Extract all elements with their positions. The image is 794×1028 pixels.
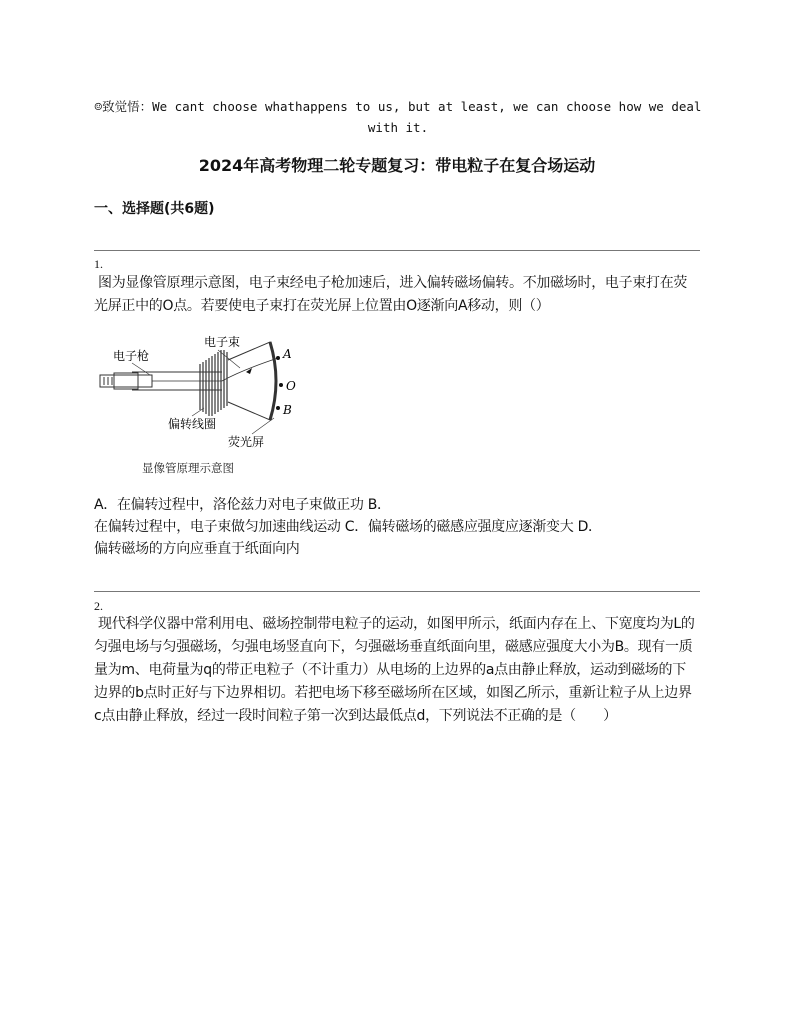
question-number: 2. (94, 599, 103, 613)
option-line: 偏转磁场的方向应垂直于纸面向内 (94, 541, 300, 557)
option-line: A．在偏转过程中，洛伦兹力对电子束做正功 B． (94, 497, 391, 513)
answer-options (94, 494, 700, 560)
label-b: B (283, 403, 292, 417)
question-text: 图为显像管原理示意图，电子束经电子枪加速后，进入偏转磁场偏转。不加磁场时，电子束打在荧光屏正中的O点。若要使电子束打在荧光屏上位置由O逐渐向A移动，则（） (94, 275, 688, 314)
label-a: A (283, 347, 292, 361)
figure-caption: 显像管原理示意图 (142, 461, 234, 475)
question-divider (94, 250, 700, 251)
label-beam: 电子束 (204, 335, 241, 349)
label-screen: 荧光屏 (228, 435, 265, 449)
label-o: O (286, 379, 296, 393)
label-coil: 偏转线圈 (168, 417, 217, 431)
option-line: 在偏转过程中，电子束做匀加速曲线运动 C．偏转磁场的磁感应强度应逐渐变大 D． (94, 519, 602, 535)
section-heading: 一、选择题(共6题) (94, 201, 215, 217)
question-text: 现代科学仪器中常利用电、磁场控制带电粒子的运动，如图甲所示，纸面内存在上、下宽度均为L的匀强电场与匀强磁场，匀强电场竖直向下，匀强磁场垂直纸面向里，磁感应强度大小为B。现有一质量为m、电荷量为q的带正电粒子（不计重力）从电场的上边界的a点由静止释放，运动到磁场的下边界的b点时正好与下边界相切。若把电场下移至磁场所在区域，如图乙所示，重新让粒子从上边界c点由静止释放，经过一段时间粒子第一次到达最低点d，下列说法不正确的是（ ） (94, 616, 695, 724)
motto: ☺致觉悟：We cant choose whathappens to us, but at least, we can choose how we deal with it. (94, 99, 702, 135)
label-gun: 电子枪 (113, 349, 150, 363)
crt-diagram (92, 330, 302, 480)
question-number: 1. (94, 257, 103, 271)
question-divider (94, 591, 700, 592)
page-title: 2024年高考物理二轮专题复习：带电粒子在复合场运动 (198, 156, 596, 175)
